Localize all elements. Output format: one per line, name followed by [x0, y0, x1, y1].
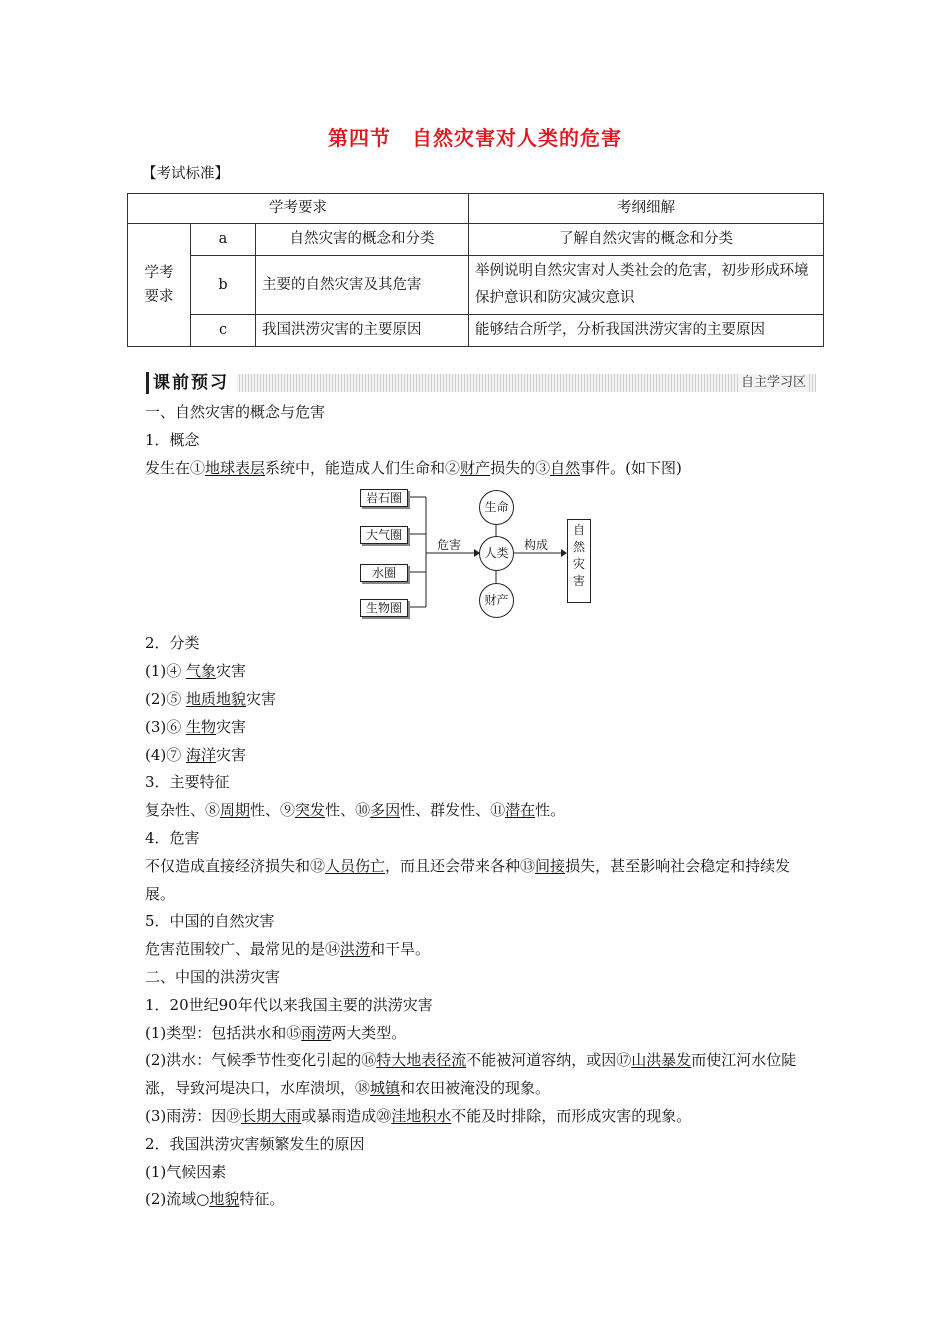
detail-cell: 了解自然灾害的概念和分类: [469, 224, 824, 256]
answer-blank: 洪涝: [340, 940, 371, 959]
content-cell: 主要的自然灾害及其危害: [256, 256, 469, 315]
subheading: 3．主要特征: [145, 773, 230, 792]
flood-paragraph: (2)洪水：气候季节性变化引起的⑯特大地表径流不能被河道容纳，或因⑰山洪暴发而使江河水位陡涨，导致河堤决口，水库溃坝，⑱城镇和农田被淹没的现象。: [145, 1051, 797, 1098]
form-label: 构成: [524, 538, 549, 552]
page-title: 第四节 自然灾害对人类的危害: [328, 126, 622, 150]
answer-blank: 生物: [186, 717, 217, 736]
list-item: (1)气候因素: [145, 1162, 227, 1181]
banner-label: 课前预习: [146, 372, 237, 394]
list-item: (1)④ 气象灾害: [145, 662, 247, 681]
subheading: 1．20世纪90年代以来我国主要的洪涝灾害: [145, 995, 433, 1014]
waterlog-line: (3)雨涝：因⑲长期大雨或暴雨造成⑳洼地积水不能及时排除，而形成灾害的现象。: [145, 1106, 692, 1125]
answer-blank: 潜在: [505, 801, 536, 820]
section-heading: 二、中国的洪涝灾害: [145, 967, 281, 986]
section-heading: 一、自然灾害的概念与危害: [145, 403, 326, 421]
human-node: 人类: [479, 536, 514, 571]
answer-blank: 雨涝: [301, 1023, 332, 1042]
banner-zone: 自主学习区: [740, 375, 806, 390]
header-cell: 考纲细解: [469, 194, 824, 224]
natural-disaster-box: 自 然 灾 害: [567, 519, 591, 603]
answer-blank: 间接: [535, 856, 566, 875]
life-node: 生命: [479, 490, 514, 525]
table-header-row: [128, 194, 824, 224]
subheading: 2．分类: [145, 634, 200, 653]
answer-blank: 特大地表径流: [376, 1051, 467, 1070]
detail-cell: 举例说明自然灾害对人类社会的危害，初步形成环境保护意识和防灾减灾意识: [469, 256, 824, 315]
lithosphere-box: 岩石圈: [360, 489, 408, 507]
list-item: (2)⑤ 地质地貌灾害: [145, 689, 277, 708]
subheading: 4．危害: [145, 828, 200, 847]
answer-blank: 地球表层: [205, 458, 266, 477]
level-cell: b: [191, 256, 256, 315]
property-node: 财产: [479, 583, 514, 618]
type-line: (1)类型：包括洪水和⑮雨涝两大类型。: [145, 1023, 407, 1042]
biosphere-box: 生物圈: [360, 599, 408, 617]
subheading: 2．我国洪涝灾害频繁发生的原因: [145, 1134, 365, 1153]
answer-blank: 自然: [550, 458, 581, 477]
answer-blank: 海洋: [186, 745, 217, 764]
section-banner: [146, 372, 816, 394]
concept-line: 发生在①地球表层系统中，能造成人们生命和②财产损失的③自然事件。(如下图): [145, 458, 682, 477]
harm-paragraph: 不仅造成直接经济损失和⑫人员伤亡，而且还会带来各种⑬间接损失，甚至影响社会稳定和持续发展。: [145, 856, 791, 903]
detail-cell: 能够结合所学，分析我国洪涝灾害的主要原因: [469, 315, 824, 347]
requirements-table: [127, 193, 824, 347]
answer-blank: 多因: [370, 801, 401, 820]
answer-blank: 财产: [460, 458, 491, 477]
china-line: 危害范围较广、最常见的是⑭洪涝和干旱。: [145, 940, 431, 959]
list-item: (3)⑥ 生物灾害: [145, 717, 247, 736]
atmosphere-box: 大气圈: [360, 526, 408, 544]
table-row: [128, 224, 824, 256]
table-row: [128, 256, 824, 315]
group-label-cell: 学考 要求: [128, 224, 191, 347]
answer-blank: 洼地积水: [391, 1106, 452, 1125]
header-cell: 学考要求: [128, 194, 469, 224]
answer-blank: 气象: [186, 662, 217, 681]
answer-blank: 突发: [295, 801, 326, 820]
answer-blank: 地貌: [209, 1190, 240, 1209]
harm-label: 危害: [437, 538, 462, 552]
content-cell: 自然灾害的概念和分类: [256, 224, 469, 256]
subheading: 5．中国的自然灾害: [145, 912, 275, 931]
hydrosphere-box: 水圈: [360, 564, 408, 582]
subheading: 1．概念: [145, 430, 200, 449]
level-cell: a: [191, 224, 256, 256]
features-line: 复杂性、⑧周期性、⑨突发性、⑩多因性、群发性、⑪潜在性。: [145, 801, 566, 820]
answer-blank: 人员伤亡: [325, 856, 386, 875]
answer-blank: 城镇: [370, 1079, 401, 1098]
content-cell: 我国洪涝灾害的主要原因: [256, 315, 469, 347]
answer-blank: 山洪暴发: [631, 1051, 692, 1070]
banner-bar: [236, 374, 816, 392]
answer-blank: 长期大雨: [241, 1106, 302, 1125]
level-cell: c: [191, 315, 256, 347]
answer-blank: 周期: [220, 801, 251, 820]
exam-standard-label: 【考试标准】: [142, 166, 229, 182]
table-row: [128, 315, 824, 347]
disaster-diagram: [358, 483, 598, 623]
list-item: (2)流域○地貌特征。: [145, 1190, 285, 1209]
answer-blank: 地质地貌: [186, 689, 247, 708]
list-item: (4)⑦ 海洋灾害: [145, 745, 247, 764]
